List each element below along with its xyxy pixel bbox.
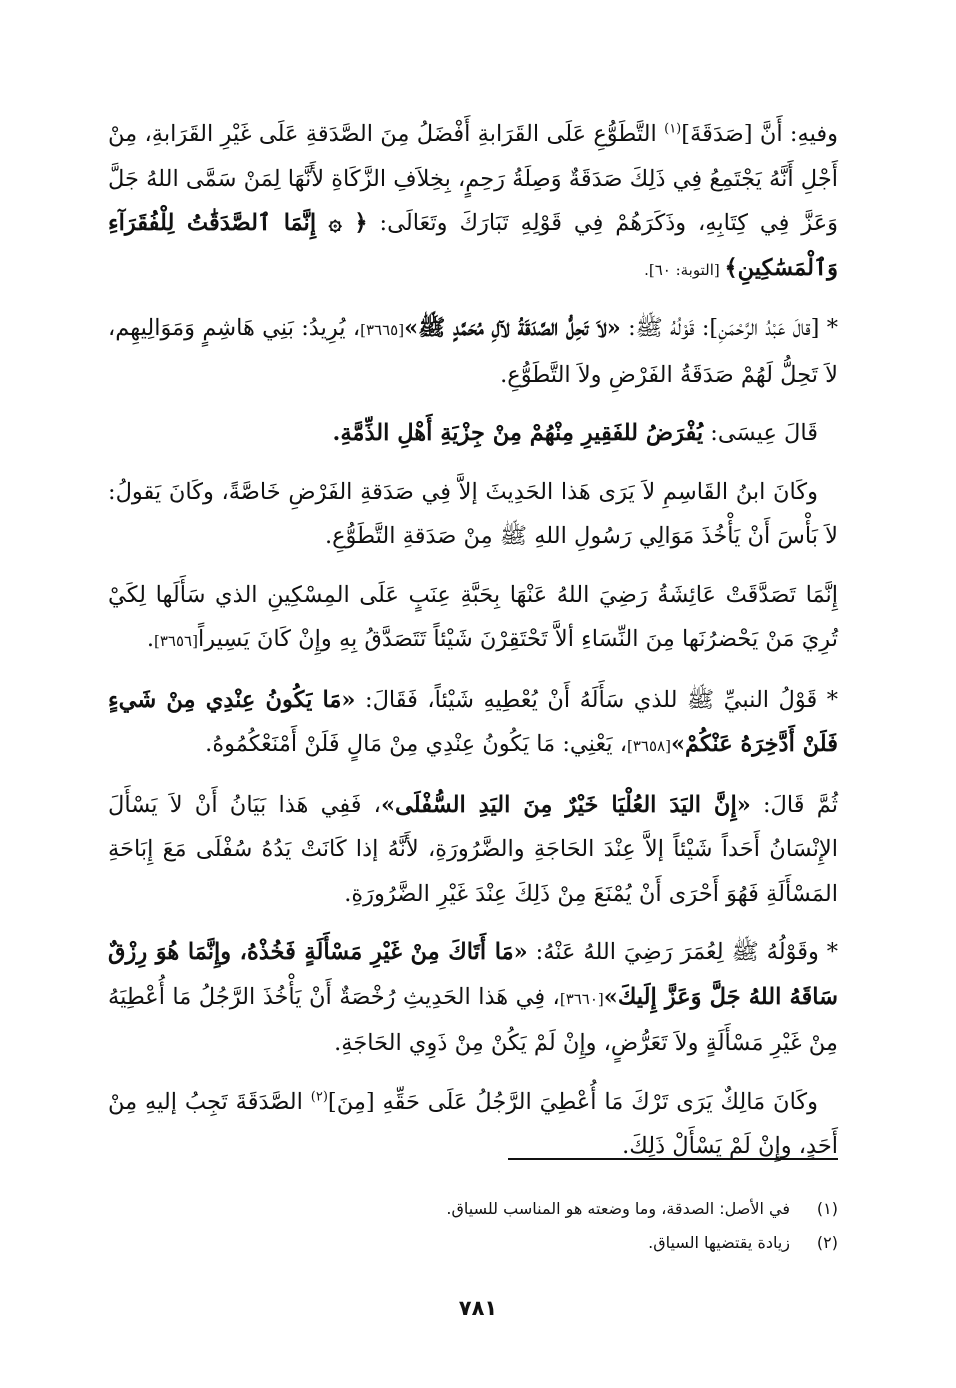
quoted-text: «إِنَّ اليَدَ العُلْيَا خَيْرٌ مِنَ اليَدِ السُّفْلَى»: [380, 791, 751, 818]
body-text: * وقَوْلُهُ ﷺ لِعُمَرَ رَضِيَ اللهُ عَنْهُ:: [527, 939, 838, 965]
paragraph: [108, 783, 838, 917]
quoted-text: ﴿ ۞ إِنَّمَا ٱلصَّدَقَٰتُ لِلْفُقَرَآءِ وَٱلْمَسَٰكِينِ﴾: [108, 210, 838, 281]
body-text: * [قالَ عَبْدُ الرَّحْمَنِ]: قَوْلُهُ ﷺ:: [620, 315, 838, 341]
main-text: [108, 112, 838, 1183]
paragraph: [108, 678, 838, 769]
paragraph: [108, 930, 838, 1066]
footnote-text: زيادة يقتضيها السياق.: [648, 1233, 790, 1252]
footnote-marker: (١): [664, 121, 682, 137]
footnote-text: في الأصل: الصدقة، وما وضعته هو المناسب للسياق.: [446, 1199, 790, 1218]
footnote-item: [108, 1192, 838, 1226]
body-text: * قَوْلُ النبيِّ ﷺ للذي سَأَلَهُ أَنْ يُعْطِيهِ شَيْئاً، فَقَالَ:: [355, 686, 839, 713]
paragraph: [108, 470, 838, 559]
footnote-number: (١): [816, 1199, 838, 1218]
paragraph: [108, 411, 838, 456]
body-text: ثُمَّ قَالَ:: [750, 791, 838, 818]
paragraph: [108, 112, 838, 292]
hadith-reference: [٣٦٦٠]: [559, 989, 604, 1008]
body-text: .: [146, 626, 155, 652]
hadith-reference: [٣٦٥٨]: [626, 737, 671, 755]
paragraph: [108, 306, 838, 397]
footnote-number: (٢): [816, 1233, 838, 1252]
body-text: وكَانَ مَالِكٌ يَرَى تَرْكَ مَا أُعْطِيَ الرَّجُلُ عَلَى حَقِّهِ [مِنَ]: [327, 1088, 818, 1115]
quoted-text: يُفْرَضُ للفَقِيرِ مِنْهُمْ مِنْ جِزْيَةِ أَهْلِ الذِّمَّةِ.: [332, 420, 704, 446]
body-text: وكَانَ ابنُ القَاسِمِ لاَ يَرَى هَذا الحَدِيثَ إلاَّ فِي صَدَقةِ الفَرْضِ خَاصَّةً، وكَانَ يَقولُ: لاَ بَأْسَ أَنْ يَأْخُذَ مَوَالِي رَسُولِ اللهِ ﷺ مِنْ صَدَقةِ التَّطَوُّعِ.: [108, 478, 838, 549]
footnotes: [108, 1192, 838, 1260]
body-text: ، فَفِي هَذا بَيَانُ أَنْ لاَ يَسْأَلَ الإِنْسَانُ أَحَداً شَيْئاً إلاَّ عِنْدَ الحَاجَةِ والضَّرُورَةِ، لأَنَّهُ إذا كَانَتْ يَدُهُ سُفْلَى مَعَ إِبَاحَةِ المَسْأَلَةِ فَهُوَ أَحْرَى أَنْ يُمْنَعَ مِنْ ذَلِكَ عِنْدَ غَيْرِ الضَّرُورَةِ.: [108, 791, 838, 907]
paragraph: [108, 573, 838, 664]
body-text: إِنَّمَا تَصَدَّقَتْ عَائِشَةُ رَضِيَ اللهُ عَنْهَا بِحَبَّةِ عِنَبٍ عَلَى المِسْكِينِ الذي سَأَلَها لِكَيْ تُرِيَ مَنْ يَحْضرُنَها مِنَ النِّسَاءِ ألاَّ تَحْتَقِرْنَ شَيْئاً تَتَصَدَّقُ بِهِ وإِنْ كَانَ يَسِيراً: [108, 581, 838, 652]
hadith-reference: [٣٦٥٦]: [154, 632, 198, 650]
body-text: التَّطَوُّعِ عَلَى القَرَابةِ أَفْضَلُ مِنَ الصَّدَقةِ عَلَى غَيْرِ القَرَابةِ، مِنْ أَجْلِ أَنَّهُ يَجْتَمِعُ فِي ذَلِكَ صَدَقَةٌ وَصِلَةُ رَحِمٍ، بِخِلاَفِ الزَّكَاةِ لأَنَّهَا لِمَنْ سَمَّى اللهُ جَلَّ وَعَزَّ فِي كِتَابِهِ، وذَكَرَهُمْ فِي قَوْلِهِ تَبَارَكَ وتَعَالَى:: [108, 121, 838, 236]
footnote-item: [108, 1226, 838, 1260]
paragraph: [108, 1080, 838, 1169]
quoted-text: «لاَ تَحِلُّ الصَّدَقَةُ لآلِ مُحَمَّدٍ ﷺ»: [404, 315, 621, 341]
footnote-marker: (٢): [310, 1089, 328, 1104]
hadith-reference: [٣٦٦٥]: [360, 321, 405, 339]
body-text: وفيهِ: أَنَّ [صَدَقَةَ]: [681, 121, 838, 147]
quoted-text: «مَا يَكُونُ عِنْدِي مِنْ شَيءٍ فَلَنْ أَدَّخِرَهُ عَنْكُمْ»: [108, 686, 838, 757]
body-text: الصَّدَقَةَ تَجِبُ إليهِ مِنْ أَحَدٍ، وإِنْ لَمْ يَسْأَلْ ذَلِكَ.: [108, 1088, 838, 1159]
body-text: ، يُرِيدُ: بَنِي هَاشِمٍ وَمَوَالِيهِم، لاَ تَحِلُّ لَهُمْ صَدَقَةُ الفَرْضِ ولاَ التَّطَوُّعِ.: [108, 315, 838, 388]
quoted-text: «مَا أَتَاكَ مِنْ غَيْرِ مَسْأَلَةٍ فَخُذْهُ، وإِنَّمَا هُوَ رِزْقٌ سَاقَهُ اللهُ جَلَّ وَعَزَّ إِلَيكَ»: [108, 939, 839, 1010]
body-text: قَالَ عِيسَى:: [703, 420, 818, 446]
page-number: ٧٨١: [458, 1296, 498, 1320]
body-text: ، فِي هَذا الحَدِيثِ رُخْصَةٌ أَنْ يَأْخُذَ الرَّجُلُ مَا أُعْطِيَهُ مِنْ غَيْرِ مَسْأَلَةٍ ولاَ تَعَرُّضٍ، وإِنْ لَمْ يَكُنْ مِنْ ذَوِي الحَاجَةِ.: [108, 983, 838, 1056]
body-text: ، يَعْنِي: مَا يَكُونُ عِنْدِي مِنْ مَالٍ فَلَنْ أَمْنَعْكُمُوهُ.: [205, 731, 627, 757]
footnote-divider: [508, 1158, 838, 1160]
hadith-reference: [التوبة: ٦٠].: [644, 260, 725, 279]
